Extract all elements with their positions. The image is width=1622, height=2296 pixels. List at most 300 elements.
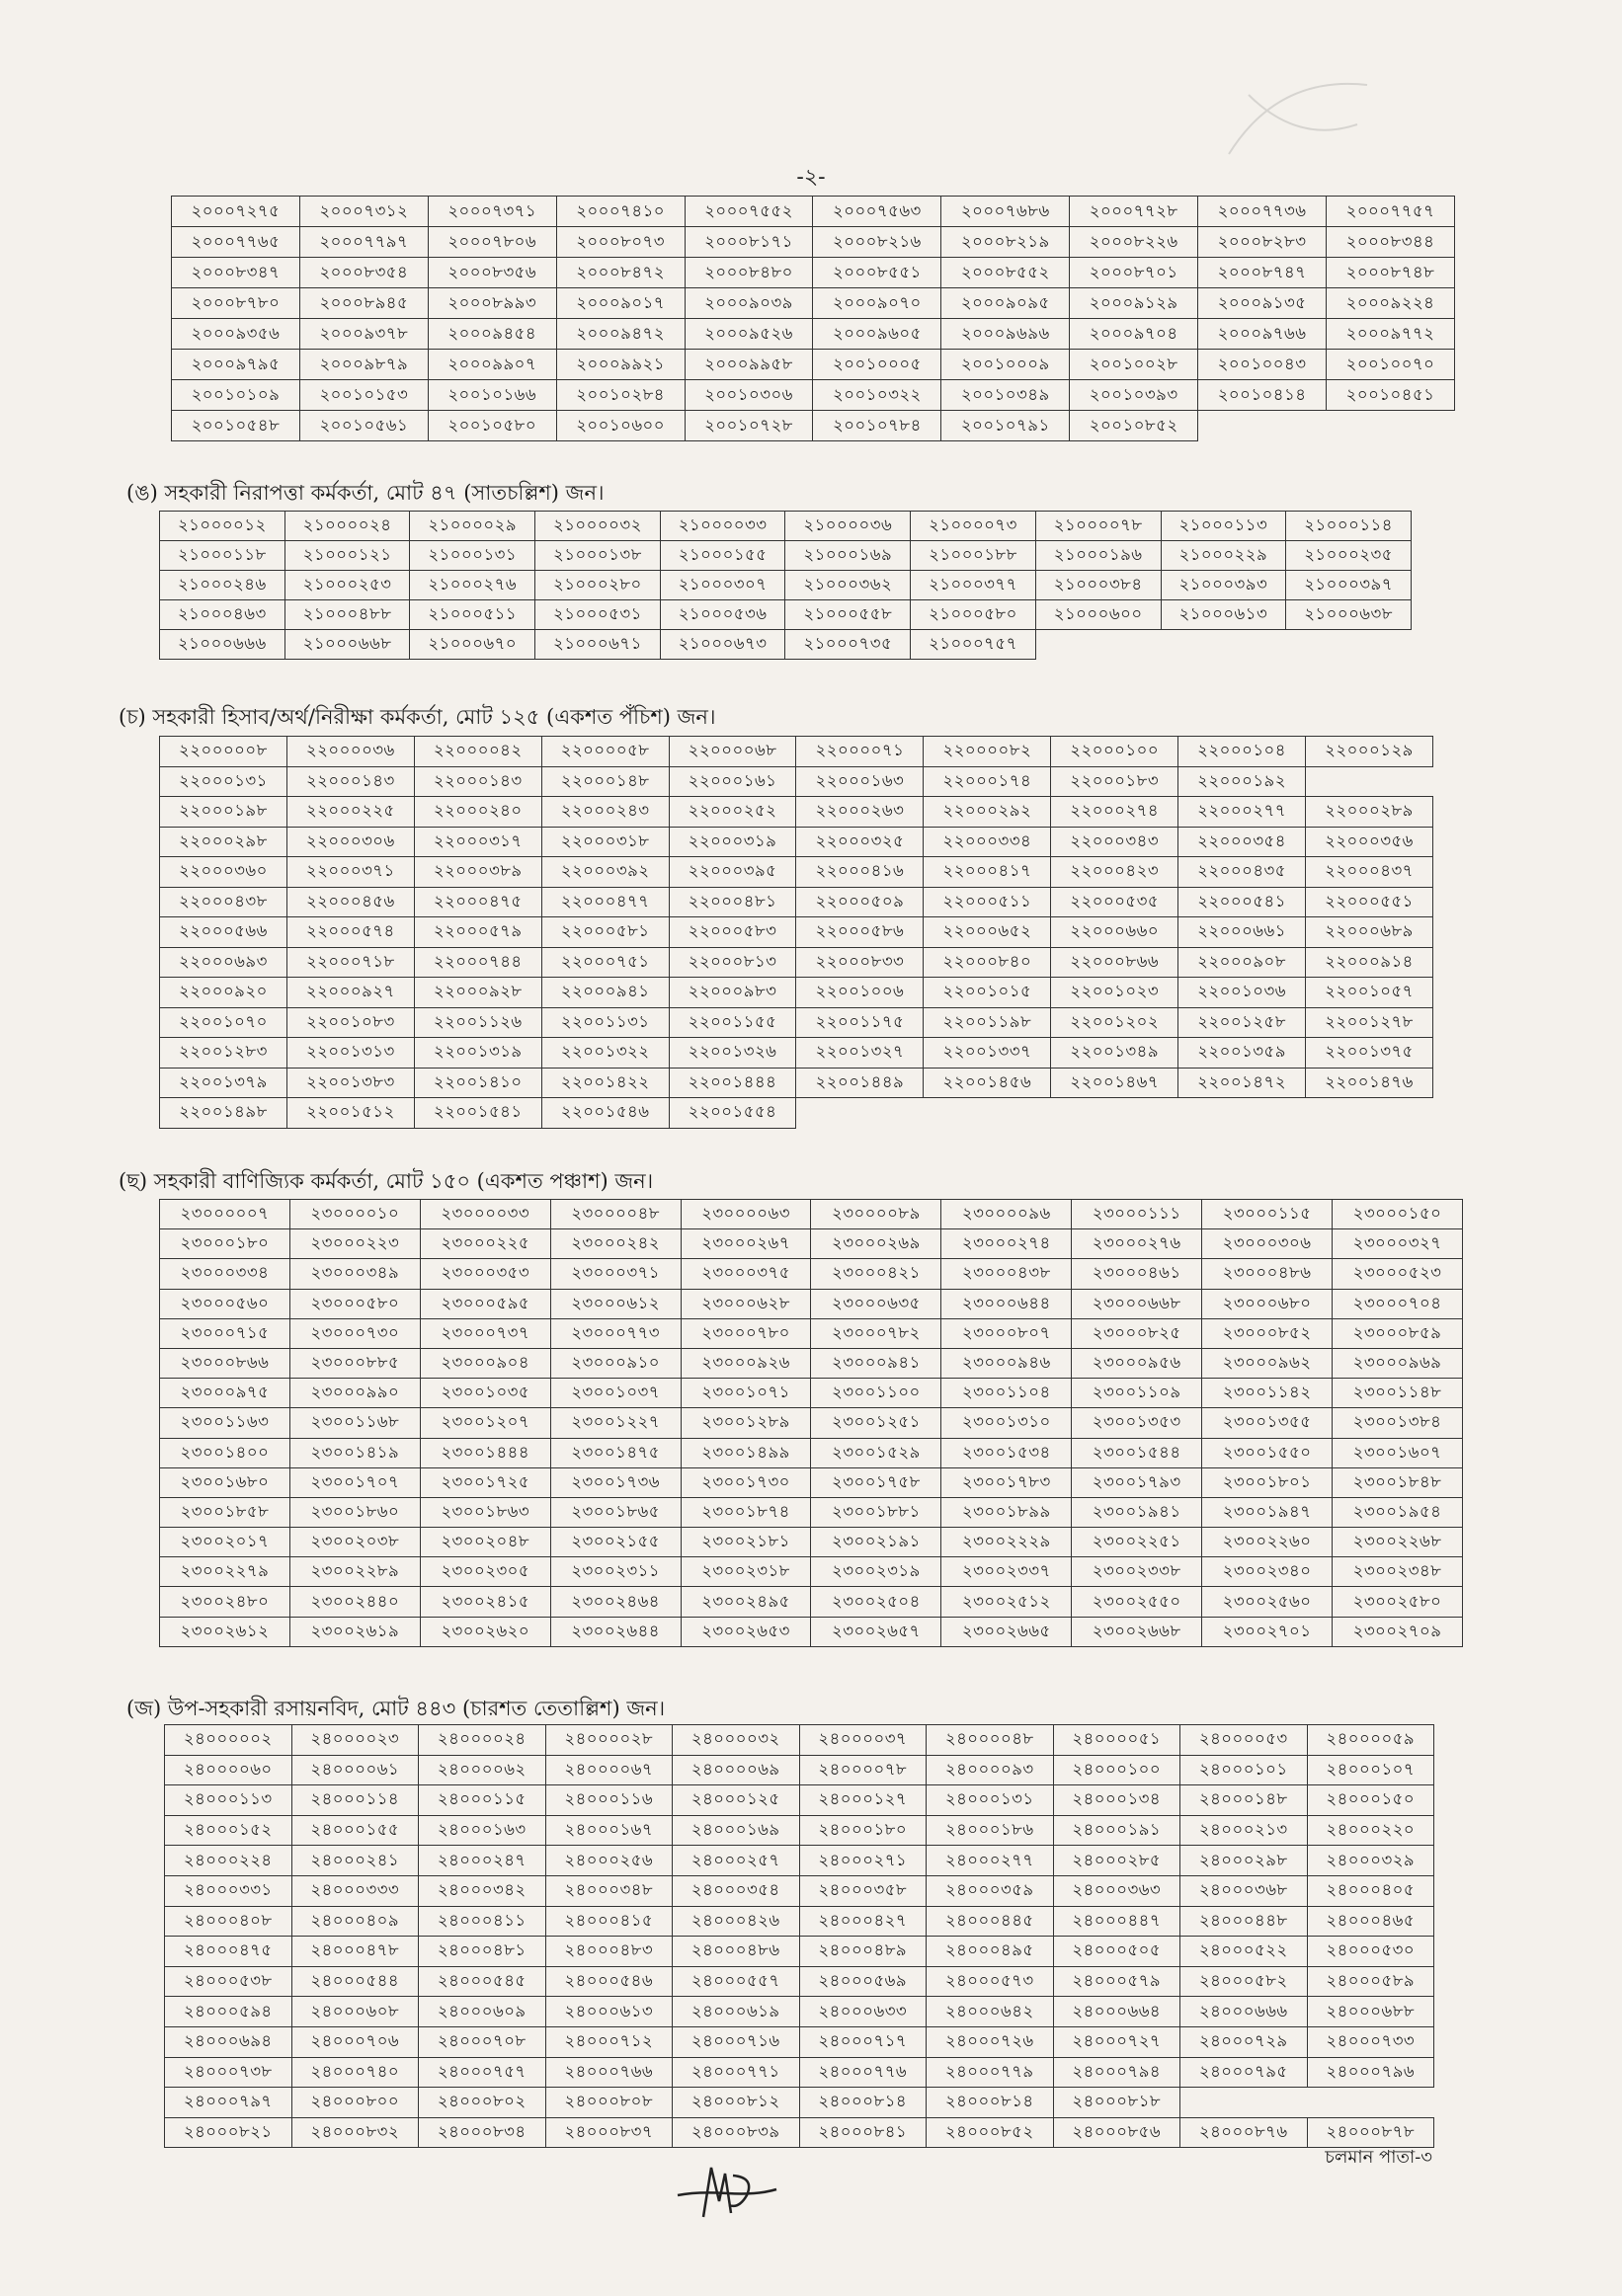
roll-number-cell: ২২০০১১৭৫ — [796, 1007, 924, 1038]
table-row — [160, 1408, 1463, 1438]
roll-number-cell: ২২০০০২২৫ — [286, 797, 414, 828]
roll-number-cell: ২৩০০০০১০ — [289, 1200, 420, 1229]
roll-number-cell: ২৪০০০০৩২ — [673, 1725, 800, 1756]
roll-number-cell: ২৩০০২৪৬৪ — [550, 1587, 681, 1617]
roll-number-cell: ২৩০০২৫৫০ — [1072, 1587, 1202, 1617]
roll-number-cell: ২৪০০০১৮৬ — [927, 1815, 1054, 1846]
roll-number-cell: ২৪০০০৭৯৬ — [1307, 2057, 1434, 2088]
roll-number-cell: ২৩০০১৭৩০ — [681, 1467, 811, 1497]
roll-number-cell: ২৪০০০৪১১ — [419, 1906, 546, 1937]
roll-number-cell: ২৪০০০২৪১ — [291, 1846, 419, 1876]
roll-number-cell: ২৩০০২৩১৯ — [811, 1557, 941, 1587]
roll-number-cell — [1198, 411, 1327, 441]
roll-number-cell: ২৩০০১৭০৭ — [289, 1467, 420, 1497]
roll-number-cell: ২৪০০০৮০০ — [291, 2088, 419, 2118]
roll-number-cell: ২৩০০২৬১৯ — [289, 1617, 420, 1646]
roll-number-cell: ২২০০১৫৫৪ — [669, 1098, 796, 1129]
roll-number-cell: ২২০০০৪৭৫ — [414, 887, 541, 917]
roll-number-cell: ২০০০৯৯২১ — [556, 350, 685, 380]
roll-number-cell: ২৩০০০২৪২ — [550, 1229, 681, 1259]
roll-number-cell: ২৪০০০১৬৩ — [419, 1815, 546, 1846]
roll-number-cell: ২০০০৯৭০৪ — [1070, 319, 1198, 350]
roll-number-cell: ২৩০০০০৩৩ — [420, 1200, 550, 1229]
roll-number-cell: ২০০১০৫৮০ — [428, 411, 556, 441]
roll-number-cell: ২৩০০২৩৩৮ — [1072, 1557, 1202, 1587]
table-row — [160, 1068, 1433, 1098]
roll-number-cell: ২৪০০০১৯১ — [1053, 1815, 1180, 1846]
roll-number-cell: ২৪০০০১৮০ — [799, 1815, 927, 1846]
roll-number-cell: ২৩০০০৮৬৬ — [160, 1348, 290, 1378]
roll-number-cell: ২১০০০৬০০ — [1035, 600, 1161, 630]
table-row — [172, 319, 1455, 350]
roll-number-cell: ২২০০০৩৬০ — [160, 857, 287, 888]
roll-number-cell: ২৪০০০৮১৪ — [799, 2088, 927, 2118]
table-row — [172, 380, 1455, 411]
roll-number-cell: ২৩০০১১৪২ — [1202, 1379, 1333, 1408]
roll-number-cell: ২২০০০১৬৩ — [796, 766, 924, 797]
roll-number-cell: ২২০০০৩৫৪ — [1178, 827, 1306, 857]
table-row — [165, 2026, 1434, 2057]
roll-number-cell: ২৪০০০৮৩২ — [291, 2117, 419, 2148]
roll-number-cell: ২৩০০০৮৫২ — [1202, 1318, 1333, 1348]
roll-number-cell: ২২০০০০৫৮ — [541, 737, 669, 767]
roll-number-cell: ২৩০০২০১৭ — [160, 1528, 290, 1557]
roll-number-cell: ২২০০০১৩১ — [160, 766, 287, 797]
roll-number-cell: ২৩০০২৩৪০ — [1202, 1557, 1333, 1587]
roll-number-cell: ২২০০০৫১১ — [924, 887, 1051, 917]
roll-number-cell: ২২০০০৫৬৬ — [160, 917, 287, 948]
section-title-assistant-accounts-officer: (চ) সহকারী হিসাব/অর্থ/নিরীক্ষা কর্মকর্তা, মোট ১২৫ (একশত পঁচিশ) জন। — [119, 705, 716, 729]
roll-number-cell: ২৪০০০১৬৭ — [545, 1815, 673, 1846]
roll-number-cell: ২৪০০০৬১৩ — [545, 1997, 673, 2027]
roll-number-cell: ২০০০৭৭২৮ — [1070, 197, 1198, 227]
roll-number-cell: ২৪০০০৭২৭ — [1053, 2026, 1180, 2057]
roll-number-cell: ২২০০০১৪৩ — [286, 766, 414, 797]
roll-number-cell: ২০০০৯৭৯৫ — [172, 350, 300, 380]
roll-number-cell: ২৩০০১১০৪ — [941, 1379, 1072, 1408]
roll-number-cell: ২১০০০১১৪ — [1286, 512, 1412, 541]
roll-number-cell: ২৩০০০৫৯৫ — [420, 1289, 550, 1318]
signature — [668, 2156, 786, 2231]
roll-number-cell: ২৩০০০৭৮০ — [681, 1318, 811, 1348]
roll-number-cell: ২৪০০০৫৭৯ — [1053, 1966, 1180, 1997]
roll-number-cell: ২০০০৭৫৫২ — [685, 197, 813, 227]
roll-number-cell: ২৩০০২২৬৮ — [1333, 1528, 1463, 1557]
roll-number-cell: ২০০০৭৮০৬ — [428, 227, 556, 258]
table-row — [165, 1966, 1434, 1997]
roll-number-cell: ২৩০০০৮৫৯ — [1333, 1318, 1463, 1348]
roll-number-cell: ২২০০১৫১২ — [286, 1098, 414, 1129]
roll-number-cell: ২৩০০০৯৯০ — [289, 1379, 420, 1408]
roll-number-cell: ২৩০০২২৮৯ — [289, 1557, 420, 1587]
roll-number-cell: ২৩০০১২৮৯ — [681, 1408, 811, 1438]
roll-number-cell: ২৩০০১৬০৭ — [1333, 1438, 1463, 1467]
roll-number-cell: ২২০০১০৭০ — [160, 1007, 287, 1038]
roll-number-cell: ২২০০১০৩৬ — [1178, 978, 1306, 1008]
roll-number-cell: ২২০০০০৪২ — [414, 737, 541, 767]
roll-number-cell: ২৪০০০৮৩৭ — [545, 2117, 673, 2148]
roll-number-cell: ২১০০০৭৫৭ — [911, 630, 1036, 660]
roll-number-cell: ২৪০০০৭৭৯ — [927, 2057, 1054, 2088]
roll-number-cell: ২৩০০১৭২৫ — [420, 1467, 550, 1497]
roll-number-cell: ২৩০০০৩৫৩ — [420, 1259, 550, 1289]
roll-number-cell: ২১০০০৩৯৩ — [1161, 571, 1286, 600]
roll-number-cell: ২৪০০০৬৯৪ — [165, 2026, 292, 2057]
roll-number-cell: ২৪০০০১৫৫ — [291, 1815, 419, 1846]
roll-number-cell: ২১০০০১১৩ — [1161, 512, 1286, 541]
roll-number-cell: ২০০১০০৭০ — [1327, 350, 1455, 380]
roll-number-cell: ২০০০৭৩৭১ — [428, 197, 556, 227]
roll-number-cell: ২২০০০৪৩৮ — [160, 887, 287, 917]
roll-number-cell: ২৪০০০৫৫৭ — [673, 1966, 800, 1997]
roll-number-cell: ২৩০০০৬১২ — [550, 1289, 681, 1318]
roll-number-cell: ২৩০০০৭০৪ — [1333, 1289, 1463, 1318]
roll-number-cell: ২৪০০০০৬০ — [165, 1755, 292, 1785]
roll-number-cell: ২৪০০০৭৩৩ — [1307, 2026, 1434, 2057]
roll-number-cell: ২১০০০৫৩৬ — [660, 600, 785, 630]
faint-stamp-mark — [1219, 55, 1377, 178]
roll-number-cell: ২৪০০০৭৭১ — [673, 2057, 800, 2088]
roll-number-cell: ২৩০০০৯৫৬ — [1072, 1348, 1202, 1378]
roll-number-cell: ২৪০০০২৪৭ — [419, 1846, 546, 1876]
roll-number-cell: ২০০০৭৭৯৭ — [299, 227, 428, 258]
roll-number-cell: ২০০১০৬০০ — [556, 411, 685, 441]
roll-number-cell: ২২০০০৪২৩ — [1051, 857, 1178, 888]
roll-number-cell: ২২০০০৫৭৯ — [414, 917, 541, 948]
roll-number-cell: ২৩০০১১০৯ — [1072, 1379, 1202, 1408]
roll-number-cell: ২০০১০০০৫ — [813, 350, 941, 380]
roll-number-cell: ২৪০০০৫৯৪ — [165, 1997, 292, 2027]
roll-number-cell: ২৩০০০২৭৪ — [941, 1229, 1072, 1259]
roll-number-cell: ২৩০০০৩০৬ — [1202, 1229, 1333, 1259]
roll-number-cell: ২৩০০২৬৬৫ — [941, 1617, 1072, 1646]
roll-number-cell — [924, 1098, 1051, 1129]
roll-number-cell: ২৪০০০৩৪২ — [419, 1875, 546, 1906]
roll-number-cell: ২৩০০০৩৩৪ — [160, 1259, 290, 1289]
roll-number-cell: ২০০০৮৭০১ — [1070, 258, 1198, 288]
roll-number-cell: ২২০০০৯১৪ — [1306, 947, 1433, 978]
roll-number-cell: ২০০১০৭২৮ — [685, 411, 813, 441]
roll-number-cell: ২৪০০০৪৮৬ — [673, 1937, 800, 1967]
roll-number-cell: ২২০০১৩৪৯ — [1051, 1038, 1178, 1069]
roll-number-cell: ২০০০৯৯০৭ — [428, 350, 556, 380]
roll-number-cell: ২৩০০০১১১ — [1072, 1200, 1202, 1229]
roll-number-cell: ২০০০৮০৭৩ — [556, 227, 685, 258]
roll-number-cell: ২৪০০০৭৭৬ — [799, 2057, 927, 2088]
roll-number-cell: ২৪০০০৮২১ — [165, 2117, 292, 2148]
roll-number-cell: ২২০০০৫৫১ — [1306, 887, 1433, 917]
roll-number-cell: ২২০০০১৪৩ — [414, 766, 541, 797]
roll-number-cell: ২৩০০২৬১২ — [160, 1617, 290, 1646]
roll-number-cell: ২২০০১৪৯৮ — [160, 1098, 287, 1129]
roll-number-cell: ২০০০৯১২৯ — [1070, 288, 1198, 319]
table-row — [160, 887, 1433, 917]
roll-number-cell: ২৪০০০৮৫২ — [927, 2117, 1054, 2148]
roll-number-cell: ২০০১০১৫৩ — [299, 380, 428, 411]
roll-number-cell: ২০০০৮১৭১ — [685, 227, 813, 258]
roll-number-cell: ২০০০৯৭৭২ — [1327, 319, 1455, 350]
table-row — [160, 1379, 1463, 1408]
roll-number-cell: ২৩০০১৪০০ — [160, 1438, 290, 1467]
roll-number-cell: ২২০০১০৫৭ — [1306, 978, 1433, 1008]
roll-number-cell: ২৪০০০২৫৬ — [545, 1846, 673, 1876]
roll-number-cell: ২২০০১৪৪৯ — [796, 1068, 924, 1098]
roll-number-cell: ২০০০৯২২৪ — [1327, 288, 1455, 319]
roll-number-cell — [1051, 1098, 1178, 1129]
roll-number-cell: ২৪০০০৭১৭ — [799, 2026, 927, 2057]
roll-number-cell: ২৩০০১৮৫৮ — [160, 1497, 290, 1527]
roll-number-cell: ২০০০৯০৩৯ — [685, 288, 813, 319]
roll-number-cell: ২০০০৮৭৪৮ — [1327, 258, 1455, 288]
roll-number-cell: ২২০০০১২৯ — [1306, 737, 1433, 767]
roll-number-cell: ২৪০০০৭০৮ — [419, 2026, 546, 2057]
table-row — [165, 2088, 1434, 2118]
roll-number-cell: ২৪০০০০৩৭ — [799, 1725, 927, 1756]
roll-number-cell: ২২০০০৬৬১ — [1178, 917, 1306, 948]
roll-number-cell: ২১০০০৩৮৪ — [1035, 571, 1161, 600]
roll-number-cell: ২৪০০০২২০ — [1307, 1815, 1434, 1846]
roll-number-cell: ২৩০০০৮২৫ — [1072, 1318, 1202, 1348]
roll-number-cell: ২২০০০৩৭১ — [286, 857, 414, 888]
roll-number-cell: ২৪০০০১১৫ — [419, 1785, 546, 1816]
table-row — [160, 1229, 1463, 1259]
roll-number-cell: ২২০০০৩৯২ — [541, 857, 669, 888]
continued-page-note: চলমান পাতা-৩ — [1325, 2147, 1432, 2168]
roll-number-cell: ২২০০১৪৭২ — [1178, 1068, 1306, 1098]
roll-number-cell — [1161, 630, 1286, 660]
roll-number-cell: ২২০০০২৯২ — [924, 797, 1051, 828]
roll-number-cell: ২২০০০৫৮৩ — [669, 917, 796, 948]
roll-number-cell: ২৩০০২৩০৫ — [420, 1557, 550, 1587]
roll-number-cell: ২২০০০০৭১ — [796, 737, 924, 767]
roll-number-cell: ২২০০১০০৬ — [796, 978, 924, 1008]
table-row — [160, 512, 1412, 541]
roll-number-cell — [1286, 630, 1412, 660]
roll-number-cell: ২৪০০০৪৬৫ — [1307, 1906, 1434, 1937]
roll-number-cell: ২৩০০১৪১৯ — [289, 1438, 420, 1467]
roll-number-cell: ২২০০১১৫৫ — [669, 1007, 796, 1038]
roll-number-cell: ২৪০০০৪১৫ — [545, 1906, 673, 1937]
roll-number-cell: ২৪০০০১৩৪ — [1053, 1785, 1180, 1816]
roll-number-cell: ২৩০০১১৬৩ — [160, 1408, 290, 1438]
roll-number-cell: ২২০০১৪২২ — [541, 1068, 669, 1098]
roll-number-cell: ২২০০০৪১৭ — [924, 857, 1051, 888]
roll-table-assistant-accounts-officer — [159, 736, 1433, 1129]
roll-number-cell: ২৩০০১৭৩৬ — [550, 1467, 681, 1497]
roll-number-cell: ২৩০০১৭৮৩ — [941, 1467, 1072, 1497]
roll-number-cell: ২৩০০১৮৬৫ — [550, 1497, 681, 1527]
roll-number-cell: ২০০০৭৩১২ — [299, 197, 428, 227]
roll-number-cell: ২০০০৮৪৮০ — [685, 258, 813, 288]
section-title-assistant-commercial-officer: (ছ) সহকারী বাণিজ্যিক কর্মকর্তা, মোট ১৫০ (একশত পঞ্চাশ) জন। — [119, 1169, 654, 1193]
roll-number-cell: ২১০০০০৩৩ — [660, 512, 785, 541]
roll-number-cell: ২৩০০২২২৯ — [941, 1528, 1072, 1557]
roll-number-cell: ২৪০০০১০১ — [1180, 1755, 1308, 1785]
roll-number-cell: ২৪০০০৪৮৩ — [545, 1937, 673, 1967]
roll-number-cell: ২১০০০৬১৩ — [1161, 600, 1286, 630]
roll-number-cell: ২৪০০০৪৮১ — [419, 1937, 546, 1967]
roll-number-cell — [1306, 1098, 1433, 1129]
roll-number-cell: ২৩০০০৩৭১ — [550, 1259, 681, 1289]
roll-number-cell: ২০০১০০০৯ — [941, 350, 1070, 380]
roll-number-cell: ২৩০০১৯৫৪ — [1333, 1497, 1463, 1527]
roll-number-cell: ২৪০০০৪২৭ — [799, 1906, 927, 1937]
table-row — [165, 1725, 1434, 1756]
roll-number-cell: ২০০০৯৪৫৪ — [428, 319, 556, 350]
roll-number-cell: ২৩০০২০৪৮ — [420, 1528, 550, 1557]
roll-number-cell: ২৪০০০১৫০ — [1307, 1785, 1434, 1816]
roll-number-cell: ২৩০০২৬৫৩ — [681, 1617, 811, 1646]
roll-number-cell: ২১০০০০৩২ — [535, 512, 661, 541]
roll-number-cell: ২২০০০৩১৭ — [414, 827, 541, 857]
roll-number-cell: ২১০০০৪৮৮ — [284, 600, 410, 630]
roll-number-cell: ২৩০০১২২৭ — [550, 1408, 681, 1438]
roll-table-sub-assistant-chemist — [164, 1724, 1434, 2148]
table-row — [160, 737, 1433, 767]
roll-number-cell: ২৪০০০৭৯৭ — [165, 2088, 292, 2118]
roll-number-cell: ২২০০১৫৪১ — [414, 1098, 541, 1129]
roll-number-cell: ২২০০০৫৪১ — [1178, 887, 1306, 917]
roll-number-cell: ২২০০১২৭৮ — [1306, 1007, 1433, 1038]
table-row — [160, 1038, 1433, 1069]
roll-number-cell: ২৪০০০৮০২ — [419, 2088, 546, 2118]
table-row — [165, 1755, 1434, 1785]
roll-number-cell: ২৩০০০১৮০ — [160, 1229, 290, 1259]
roll-number-cell: ২৩০০২৬৬৮ — [1072, 1617, 1202, 1646]
roll-number-cell: ২২০০১৪৪৪ — [669, 1068, 796, 1098]
roll-number-cell: ২০০০৮৭৪৭ — [1198, 258, 1327, 288]
roll-number-cell: ২৪০০০৪৭৮ — [291, 1937, 419, 1967]
roll-number-cell: ২২০০১৩৭৫ — [1306, 1038, 1433, 1069]
roll-number-cell: ২৪০০০৫৮৯ — [1307, 1966, 1434, 1997]
roll-number-cell: ২০০০৮৫৫২ — [941, 258, 1070, 288]
roll-number-cell: ২০০০৮৩৫৬ — [428, 258, 556, 288]
roll-number-cell: ২৪০০০৪৭৫ — [165, 1937, 292, 1967]
roll-number-cell: ২০০০৮২১৯ — [941, 227, 1070, 258]
roll-number-cell: ২০০০৭৪১০ — [556, 197, 685, 227]
roll-number-cell: ২৪০০০৪০৫ — [1307, 1875, 1434, 1906]
roll-number-cell: ২৩০০০৭৩০ — [289, 1318, 420, 1348]
roll-number-cell: ২৪০০০১২৫ — [673, 1785, 800, 1816]
table-row — [172, 288, 1455, 319]
roll-number-cell: ২৪০০০৫৪৪ — [291, 1966, 419, 1997]
roll-number-cell: ২২০০০৮৪০ — [924, 947, 1051, 978]
roll-number-cell: ২৩০০১১৬৮ — [289, 1408, 420, 1438]
roll-number-cell: ২১০০০০৭৩ — [911, 512, 1036, 541]
roll-number-cell: ২৩০০০৪২১ — [811, 1259, 941, 1289]
roll-number-cell: ২১০০০৩০৭ — [660, 571, 785, 600]
roll-number-cell: ২৩০০০০৮৯ — [811, 1200, 941, 1229]
roll-number-cell: ২৪০০০৬৬৬ — [1180, 1997, 1308, 2027]
roll-number-cell: ২০০০৯১৩৫ — [1198, 288, 1327, 319]
roll-number-cell: ২২০০১৩২৬ — [669, 1038, 796, 1069]
roll-number-cell: ২৩০০০৪৬১ — [1072, 1259, 1202, 1289]
roll-number-cell: ২৩০০১০৩৭ — [550, 1379, 681, 1408]
roll-number-cell: ২০০০৭৭৫৭ — [1327, 197, 1455, 227]
roll-number-cell: ২৩০০০৬৬৮ — [1072, 1289, 1202, 1318]
roll-number-cell: ২৪০০০০৬৯ — [673, 1755, 800, 1785]
roll-number-cell: ২৩০০১৮০১ — [1202, 1467, 1333, 1497]
roll-number-cell: ২৩০০০৭১৫ — [160, 1318, 290, 1348]
roll-number-cell: ২০০১০১০৯ — [172, 380, 300, 411]
table-row — [165, 1785, 1434, 1816]
roll-number-cell: ২৪০০০৭২৯ — [1180, 2026, 1308, 2057]
roll-number-cell: ২৪০০০০৪৮ — [927, 1725, 1054, 1756]
roll-number-cell: ২২০০১৩৫৯ — [1178, 1038, 1306, 1069]
table-row — [165, 1937, 1434, 1967]
roll-number-cell: ২৪০০০২৫৭ — [673, 1846, 800, 1876]
roll-number-cell: ২৪০০০৩৬৮ — [1180, 1875, 1308, 1906]
roll-number-cell: ২২০০০৯২৭ — [286, 978, 414, 1008]
roll-number-cell: ২৩০০০০৬৩ — [681, 1200, 811, 1229]
roll-number-cell: ২৪০০০৮৫৬ — [1053, 2117, 1180, 2148]
roll-number-cell: ২৪০০০৬১৯ — [673, 1997, 800, 2027]
roll-number-cell: ২৩০০১৮৭৪ — [681, 1497, 811, 1527]
roll-number-cell: ২২০০১২০২ — [1051, 1007, 1178, 1038]
roll-number-cell: ২২০০০৯৪১ — [541, 978, 669, 1008]
roll-number-cell: ২৩০০১০৩৫ — [420, 1379, 550, 1408]
roll-number-cell: ২৩০০২৩১১ — [550, 1557, 681, 1587]
roll-number-cell: ২৩০০১৭৯৩ — [1072, 1467, 1202, 1497]
roll-number-cell: ২৩০০০৭৮২ — [811, 1318, 941, 1348]
roll-number-cell: ২২০০১৩৭৯ — [160, 1068, 287, 1098]
table-row — [165, 2057, 1434, 2088]
roll-number-cell: ২৩০০০৭৭৩ — [550, 1318, 681, 1348]
roll-number-cell: ২১০০০১২১ — [284, 541, 410, 571]
table-row — [165, 2117, 1434, 2148]
roll-number-cell: ২৩০০১৩৫৩ — [1072, 1408, 1202, 1438]
roll-number-cell: ২২০০০৫৮৬ — [796, 917, 924, 948]
roll-number-cell: ২০০০৮৩৪৭ — [172, 258, 300, 288]
table-row — [160, 1200, 1463, 1229]
roll-number-cell: ২৪০০০০৯৩ — [927, 1755, 1054, 1785]
roll-number-cell: ২৩০০১৮৯৯ — [941, 1497, 1072, 1527]
roll-number-cell: ২০০০৯০৭০ — [813, 288, 941, 319]
roll-number-cell: ২৩০০১৫২৯ — [811, 1438, 941, 1467]
roll-number-cell: ২২০০০৫০৯ — [796, 887, 924, 917]
table-row — [165, 1997, 1434, 2027]
roll-number-cell: ২৪০০০৮৭৬ — [1180, 2117, 1308, 2148]
roll-number-cell: ২২০০১১৩১ — [541, 1007, 669, 1038]
roll-number-cell: ২২০০০৬৮৯ — [1306, 917, 1433, 948]
roll-number-cell: ২২০০১৪৭৬ — [1306, 1068, 1433, 1098]
roll-number-cell: ২১০০০৩৯৭ — [1286, 571, 1412, 600]
roll-number-cell: ২৪০০০৩৫৯ — [927, 1875, 1054, 1906]
roll-number-cell: ২৩০০০১১৫ — [1202, 1200, 1333, 1229]
roll-number-cell — [1178, 1098, 1306, 1129]
roll-number-cell: ২৪০০০০৬৭ — [545, 1755, 673, 1785]
roll-number-cell: ২২০০০৪৭৭ — [541, 887, 669, 917]
roll-number-cell: ২২০০১৩২৭ — [796, 1038, 924, 1069]
roll-number-cell: ২৩০০০৯৪৬ — [941, 1348, 1072, 1378]
roll-number-cell: ২৩০০০১৫০ — [1333, 1200, 1463, 1229]
roll-number-cell: ২১০০০৪৬৩ — [160, 600, 285, 630]
roll-number-cell: ২৩০০০০৪৮ — [550, 1200, 681, 1229]
roll-number-cell: ২১০০০২৭৬ — [410, 571, 535, 600]
roll-number-cell: ২০০১০২৮৪ — [556, 380, 685, 411]
roll-number-cell: ২৪০০০৬৪২ — [927, 1997, 1054, 2027]
roll-number-cell: ২২০০১২৫৮ — [1178, 1007, 1306, 1038]
roll-number-cell: ২০০১০০৪৩ — [1198, 350, 1327, 380]
roll-number-cell: ২৪০০০২১৩ — [1180, 1815, 1308, 1846]
roll-number-cell: ২৪০০০৪২৬ — [673, 1906, 800, 1937]
roll-number-cell: ২২০০১১২৬ — [414, 1007, 541, 1038]
roll-number-cell: ২১০০০১৯৬ — [1035, 541, 1161, 571]
roll-number-cell: ২৪০০০৭৩৮ — [165, 2057, 292, 2088]
roll-number-cell: ২৪০০০১০০ — [1053, 1755, 1180, 1785]
roll-number-cell: ২৪০০০০৭৮ — [799, 1755, 927, 1785]
roll-number-cell: ২৪০০০২৭১ — [799, 1846, 927, 1876]
